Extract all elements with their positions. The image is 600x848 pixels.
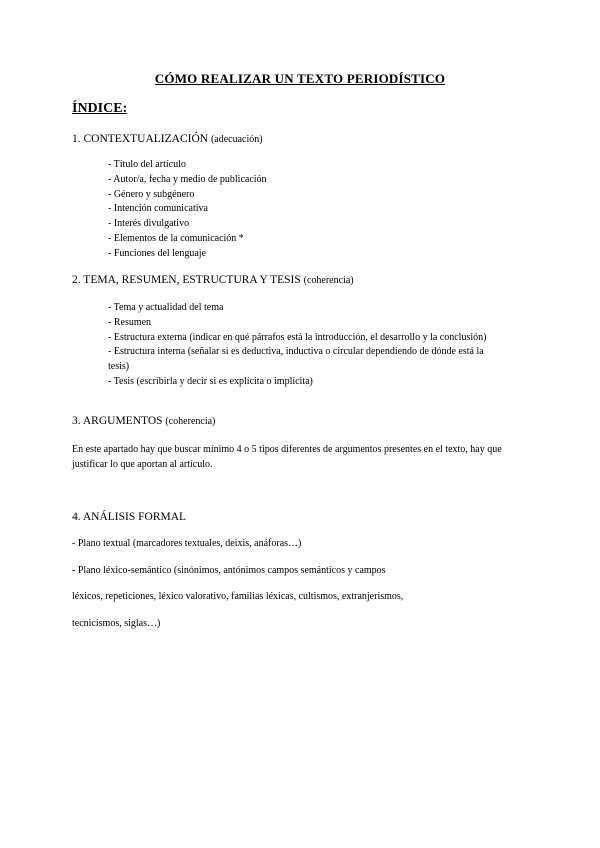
- section-4-line: tecnicismos, siglas…): [72, 618, 161, 629]
- list-item: - Interés divulgativo: [108, 218, 190, 230]
- list-item: - Estructura externa (indicar en qué párrafos está la introducción, el desarrollo y la conclusión): [108, 331, 487, 343]
- list-item: - Intención comunicativa: [108, 203, 208, 215]
- section-1-sub: (adecuación): [210, 134, 263, 145]
- section-2-list: [108, 301, 498, 390]
- section-1-list: [108, 158, 267, 262]
- index-label: ÍNDICE:: [72, 101, 128, 116]
- list-item: - Género y subgénero: [108, 188, 195, 200]
- list-item: - Tesis (escribirla y decir si es explícita o implícita): [108, 375, 313, 387]
- section-1-heading: [72, 133, 263, 145]
- section-3-heading: [72, 415, 215, 427]
- section-4-heading: [72, 511, 186, 523]
- list-item: - Título del artículo: [108, 159, 186, 170]
- list-item: - Resumen: [108, 316, 152, 328]
- page-title: CÓMO REALIZAR UN TEXTO PERIODÍSTICO: [154, 71, 446, 86]
- list-item: - Elementos de la comunicación *: [108, 232, 244, 244]
- section-3-sub: (coherencia): [165, 416, 216, 427]
- section-1-title: 1. CONTEXTUALIZACIÓN: [72, 133, 209, 145]
- list-item: - Autor/a, fecha y medio de publicación: [108, 173, 267, 185]
- section-4-line: - Plano textual (marcadores textuales, deixis, anáforas…): [72, 538, 302, 549]
- section-4-line: léxicos, repeticiones, léxico valorativo, familias léxicas, cultismos, extranjerismos,: [72, 591, 404, 602]
- section-3-paragraph: En este apartado hay que buscar mínimo 4 o 5 tipos diferentes de argumentos presentes en el texto, hay que justificar lo que aportan al artículo.: [72, 444, 502, 470]
- section-2-heading: [72, 274, 354, 286]
- section-2-sub: (coherencia): [303, 275, 354, 286]
- section-4-title: 4. ANÁLISIS FORMAL: [72, 511, 187, 523]
- section-4-line: - Plano léxico-semántico (sinónimos, antónimos campos semánticos y campos: [72, 565, 386, 576]
- section-2-title: 2. TEMA, RESUMEN, ESTRUCTURA Y TESIS: [72, 274, 301, 286]
- list-item: - Funciones del lenguaje: [108, 247, 207, 259]
- list-item: - Estructura interna (señalar si es deductiva, inductiva o circular dependiendo de dónde está la tesis): [108, 346, 484, 373]
- list-item: - Tema y actualidad del tema: [108, 302, 224, 313]
- section-3-title: 3. ARGUMENTOS: [72, 415, 163, 427]
